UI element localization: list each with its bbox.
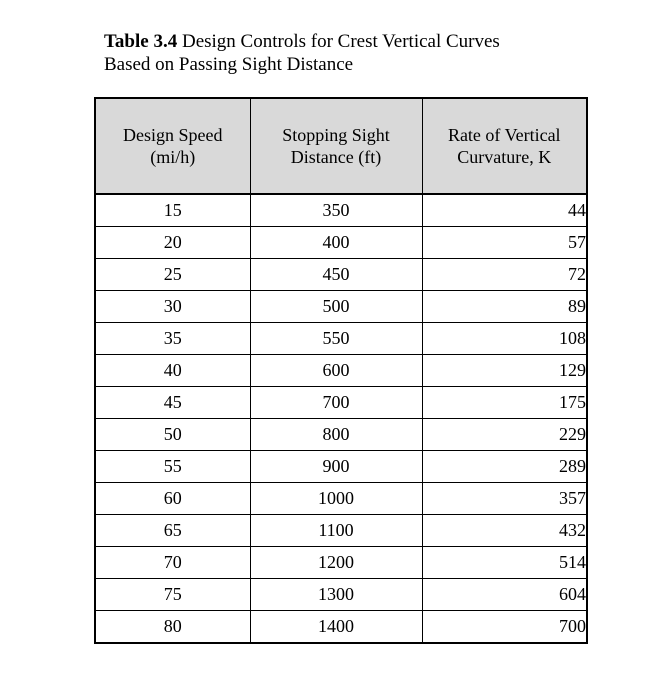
header-rate-of-vertical-curvature: Rate of Vertical Curvature, K bbox=[422, 98, 587, 194]
cell-stopping-sight-distance: 700 bbox=[250, 387, 422, 419]
cell-design-speed: 45 bbox=[95, 387, 250, 419]
table-row bbox=[95, 387, 587, 419]
cell-rate-of-vertical-curvature: 604 bbox=[422, 579, 587, 611]
cell-rate-of-vertical-curvature: 57 bbox=[422, 227, 587, 259]
cell-stopping-sight-distance: 1200 bbox=[250, 547, 422, 579]
cell-design-speed: 40 bbox=[95, 355, 250, 387]
table-row bbox=[95, 419, 587, 451]
cell-rate-of-vertical-curvature: 108 bbox=[422, 323, 587, 355]
table-row bbox=[95, 579, 587, 611]
table-row bbox=[95, 227, 587, 259]
table-row bbox=[95, 323, 587, 355]
cell-design-speed: 80 bbox=[95, 611, 250, 644]
caption-title-line2: Based on Passing Sight Distance bbox=[104, 54, 354, 75]
table-row bbox=[95, 259, 587, 291]
cell-rate-of-vertical-curvature: 44 bbox=[422, 194, 587, 227]
cell-stopping-sight-distance: 400 bbox=[250, 227, 422, 259]
cell-design-speed: 35 bbox=[95, 323, 250, 355]
table-row bbox=[95, 355, 587, 387]
cell-rate-of-vertical-curvature: 229 bbox=[422, 419, 587, 451]
table-row bbox=[95, 291, 587, 323]
table-body bbox=[95, 194, 587, 643]
header-stopping-sight-distance: Stopping Sight Distance (ft) bbox=[250, 98, 422, 194]
table-row bbox=[95, 483, 587, 515]
cell-stopping-sight-distance: 600 bbox=[250, 355, 422, 387]
cell-stopping-sight-distance: 500 bbox=[250, 291, 422, 323]
cell-design-speed: 50 bbox=[95, 419, 250, 451]
table-row bbox=[95, 611, 587, 644]
cell-rate-of-vertical-curvature: 175 bbox=[422, 387, 587, 419]
cell-design-speed: 70 bbox=[95, 547, 250, 579]
cell-design-speed: 75 bbox=[95, 579, 250, 611]
table-row bbox=[95, 451, 587, 483]
cell-rate-of-vertical-curvature: 72 bbox=[422, 259, 587, 291]
cell-design-speed: 60 bbox=[95, 483, 250, 515]
caption-label: Table 3.4 bbox=[104, 31, 178, 52]
table-row bbox=[95, 547, 587, 579]
cell-rate-of-vertical-curvature: 129 bbox=[422, 355, 587, 387]
header-row bbox=[95, 98, 587, 194]
cell-design-speed: 20 bbox=[95, 227, 250, 259]
cell-design-speed: 15 bbox=[95, 194, 250, 227]
cell-stopping-sight-distance: 1100 bbox=[250, 515, 422, 547]
cell-stopping-sight-distance: 1300 bbox=[250, 579, 422, 611]
table-row bbox=[95, 194, 587, 227]
cell-design-speed: 25 bbox=[95, 259, 250, 291]
cell-design-speed: 30 bbox=[95, 291, 250, 323]
cell-stopping-sight-distance: 1000 bbox=[250, 483, 422, 515]
cell-design-speed: 55 bbox=[95, 451, 250, 483]
cell-rate-of-vertical-curvature: 514 bbox=[422, 547, 587, 579]
caption-title-line1: Design Controls for Crest Vertical Curves bbox=[181, 31, 500, 52]
design-controls-table bbox=[94, 97, 588, 644]
cell-rate-of-vertical-curvature: 700 bbox=[422, 611, 587, 644]
caption-line-1 bbox=[104, 30, 500, 53]
cell-rate-of-vertical-curvature: 89 bbox=[422, 291, 587, 323]
cell-stopping-sight-distance: 800 bbox=[250, 419, 422, 451]
cell-design-speed: 65 bbox=[95, 515, 250, 547]
cell-rate-of-vertical-curvature: 357 bbox=[422, 483, 587, 515]
cell-stopping-sight-distance: 350 bbox=[250, 194, 422, 227]
cell-stopping-sight-distance: 450 bbox=[250, 259, 422, 291]
table-caption bbox=[104, 30, 500, 76]
cell-stopping-sight-distance: 550 bbox=[250, 323, 422, 355]
cell-rate-of-vertical-curvature: 289 bbox=[422, 451, 587, 483]
cell-rate-of-vertical-curvature: 432 bbox=[422, 515, 587, 547]
cell-stopping-sight-distance: 1400 bbox=[250, 611, 422, 644]
cell-stopping-sight-distance: 900 bbox=[250, 451, 422, 483]
table-row bbox=[95, 515, 587, 547]
header-design-speed: Design Speed (mi/h) bbox=[95, 98, 250, 194]
